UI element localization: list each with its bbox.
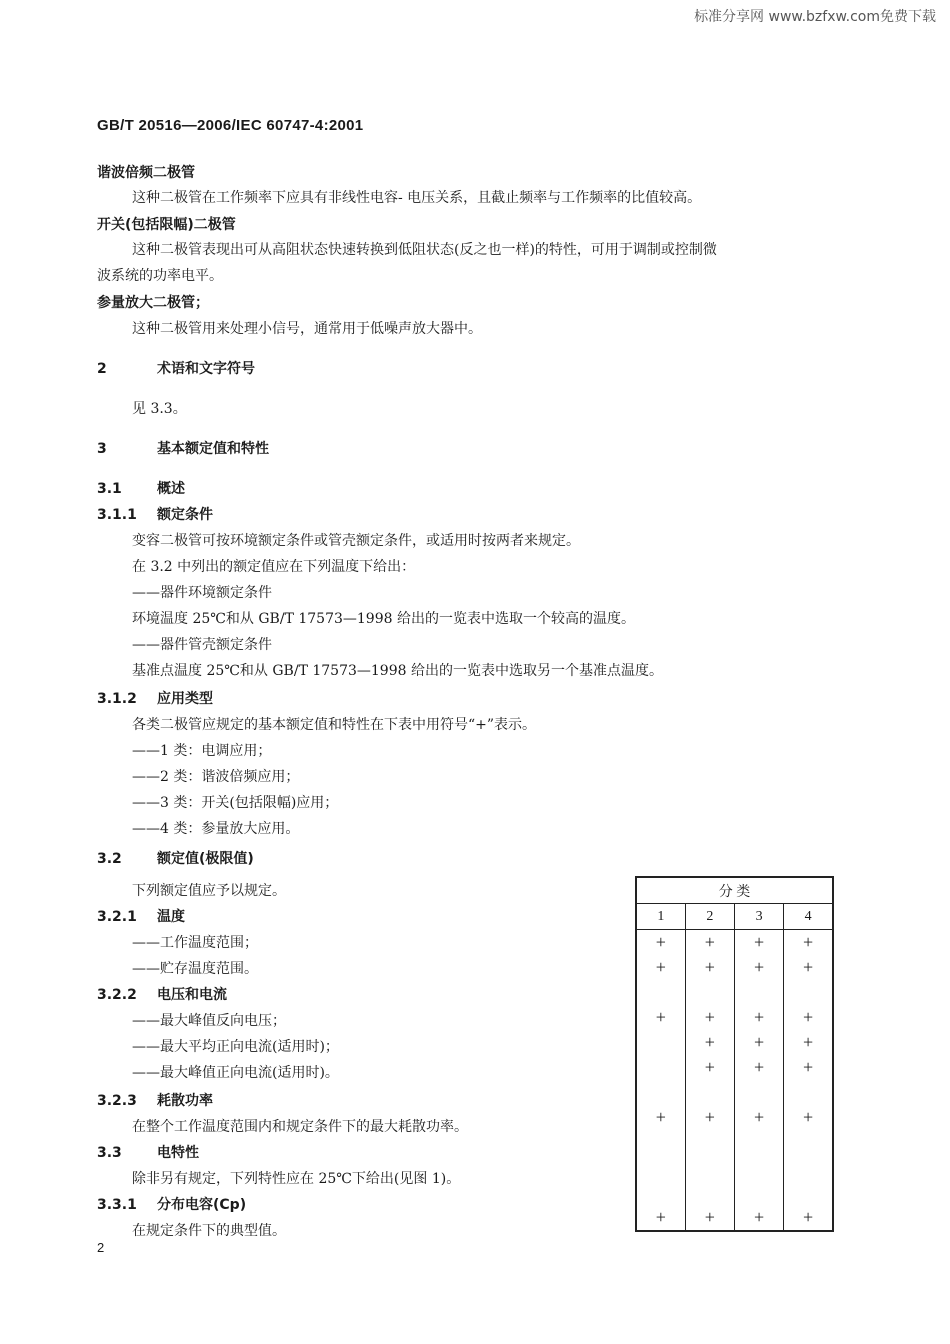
body-text-line: [132, 1010, 286, 1030]
line-text: ——工作温度范围；: [132, 935, 258, 951]
line-text: 概述: [157, 481, 185, 497]
table-cell: [685, 1180, 734, 1205]
body-text-line: [132, 766, 299, 786]
line-text: ——2 类：谐波倍频应用；: [132, 769, 300, 785]
body-text-line: [132, 530, 580, 550]
line-text: 基准点温度 25℃和从 GB/T 17573—1998 给出的一览表中选取另一个基准点温度。: [132, 663, 663, 679]
body-text-line: [132, 608, 635, 628]
table-cell: +: [636, 955, 685, 980]
table-cell: [636, 1155, 685, 1180]
table-cell: +: [784, 1205, 833, 1231]
section-number: 3.3: [97, 1145, 122, 1161]
table-row: [636, 1005, 833, 1030]
section-heading: [97, 358, 255, 378]
body-text-line: [132, 958, 258, 978]
table-cell: +: [735, 1030, 784, 1055]
line-text: 开关(包括限幅)二极管: [97, 217, 236, 233]
body-text-line: [132, 818, 299, 838]
body-text-line: [132, 398, 187, 418]
line-text: ——1 类：电调应用；: [132, 743, 272, 759]
line-text: 额定值(极限值): [157, 851, 254, 867]
table-cell: [735, 1080, 784, 1105]
page-number: 2: [97, 1240, 105, 1255]
table-row: [636, 1080, 833, 1105]
table-row: [636, 1055, 833, 1080]
section-number: 3: [97, 441, 107, 457]
line-text: 术语和文字符号: [157, 361, 255, 377]
line-text: 电压和电流: [157, 987, 227, 1003]
table-cell: +: [784, 955, 833, 980]
table-cell: [636, 980, 685, 1005]
section-number: 2: [97, 361, 107, 377]
table-row: [636, 1205, 833, 1231]
table-cell: [784, 1080, 833, 1105]
table-cell: +: [784, 1055, 833, 1080]
table-cell: +: [735, 930, 784, 956]
body-text-line: [132, 880, 286, 900]
line-text: 额定条件: [157, 507, 213, 523]
line-text: 应用类型: [157, 691, 213, 707]
line-text: 基本额定值和特性: [157, 441, 269, 457]
table-cell: +: [735, 955, 784, 980]
table-title: 分 类: [636, 877, 833, 904]
table-cell: [685, 1155, 734, 1180]
table-cell: [784, 980, 833, 1005]
table-cell: +: [636, 930, 685, 956]
body-text-line: [132, 318, 482, 338]
section-heading: [97, 438, 269, 458]
body-text-line: [132, 239, 717, 259]
table-cell: [636, 1180, 685, 1205]
section-heading: [97, 292, 209, 312]
line-text: 在规定条件下的典型值。: [132, 1223, 286, 1239]
body-text-line: [132, 660, 663, 680]
line-text: 在 3.2 中列出的额定值应在下列温度下给出：: [132, 559, 416, 575]
line-text: 温度: [157, 909, 185, 925]
section-heading: [97, 906, 185, 926]
body-text-line: [132, 1036, 339, 1056]
section-heading: [97, 478, 185, 498]
body-text-line: [132, 932, 258, 952]
table-cell: +: [735, 1055, 784, 1080]
body-text-line: [132, 1168, 460, 1188]
table-cell: +: [784, 930, 833, 956]
line-text: 见 3.3。: [132, 401, 187, 417]
section-heading: [97, 984, 227, 1004]
table-cell: +: [685, 1055, 734, 1080]
table-cell: [735, 980, 784, 1005]
standard-id-header: GB/T 20516—2006/IEC 60747-4:2001: [97, 117, 364, 134]
table-cell: +: [685, 1205, 734, 1231]
body-text-line: [132, 582, 272, 602]
line-text: 除非另有规定，下列特性应在 25℃下给出(见图 1)。: [132, 1171, 461, 1187]
table-cell: +: [685, 1105, 734, 1130]
line-text: 谐波倍频二极管: [97, 165, 195, 181]
line-text: ——器件管壳额定条件: [132, 637, 272, 653]
line-text: 这种二极管在工作频率下应具有非线性电容- 电压关系，且截止频率与工作频率的比值较高。: [132, 190, 702, 206]
table-cell: [636, 1130, 685, 1155]
table-row: [636, 1180, 833, 1205]
table-cell: [735, 1130, 784, 1155]
body-text-line: [132, 1116, 468, 1136]
table-row: [636, 1130, 833, 1155]
table-cell: +: [685, 1030, 734, 1055]
table-cell: [685, 1080, 734, 1105]
table-cell: +: [784, 1105, 833, 1130]
table-cell: +: [735, 1205, 784, 1231]
line-text: ——3 类：开关(包括限幅)应用；: [132, 795, 339, 811]
body-text-line: [132, 792, 338, 812]
section-heading: [97, 504, 213, 524]
section-number: 3.1: [97, 481, 122, 497]
body-text-line: [132, 187, 701, 207]
section-number: 3.2.2: [97, 987, 137, 1003]
body-text-line: [132, 1062, 339, 1082]
table-row: [636, 1105, 833, 1130]
line-text: 耗散功率: [157, 1093, 213, 1109]
body-text-line: [97, 265, 223, 285]
table-cell: +: [685, 1005, 734, 1030]
line-text: ——器件环境额定条件: [132, 585, 272, 601]
line-text: 波系统的功率电平。: [97, 268, 223, 284]
section-number: 3.2.3: [97, 1093, 137, 1109]
line-text: 电特性: [157, 1145, 199, 1161]
section-number: 3.2.1: [97, 909, 137, 925]
watermark: 标准分享网 www.bzfxw.com免费下载: [694, 9, 936, 25]
section-heading: [97, 1090, 213, 1110]
section-number: 3.1.1: [97, 507, 137, 523]
table-row: [636, 955, 833, 980]
section-heading: [97, 214, 236, 234]
table-cell: [784, 1155, 833, 1180]
line-text: 分布电容(Cp): [157, 1197, 247, 1213]
line-text: 参量放大二极管；: [97, 295, 209, 311]
body-text-line: [132, 740, 271, 760]
table-cell: [685, 980, 734, 1005]
line-text: 下列额定值应予以规定。: [132, 883, 286, 899]
table-cell: +: [784, 1030, 833, 1055]
table-cell: [685, 1130, 734, 1155]
body-text-line: [132, 634, 272, 654]
table-cell: +: [735, 1005, 784, 1030]
table-row: [636, 1030, 833, 1055]
body-text-line: [132, 714, 536, 734]
line-text: ——最大峰值正向电流(适用时)。: [132, 1065, 339, 1081]
table-cell: +: [636, 1205, 685, 1231]
body-text-line: [132, 556, 415, 576]
table-cell: +: [685, 930, 734, 956]
table-row: [636, 1155, 833, 1180]
body-text-line: [132, 1220, 286, 1240]
line-text: 各类二极管应规定的基本额定值和特性在下表中用符号“+”表示。: [132, 717, 537, 733]
table-cell: +: [636, 1105, 685, 1130]
table-cell: [735, 1155, 784, 1180]
section-heading: [97, 1142, 199, 1162]
line-text: 环境温度 25℃和从 GB/T 17573—1998 给出的一览表中选取一个较高的温度。: [132, 611, 635, 627]
classification-table: [635, 876, 834, 1232]
section-number: 3.3.1: [97, 1197, 137, 1213]
table-row: [636, 980, 833, 1005]
table-cell: [735, 1180, 784, 1205]
line-text: ——4 类：参量放大应用。: [132, 821, 300, 837]
column-header: 2: [685, 904, 734, 930]
line-text: 在整个工作温度范围内和规定条件下的最大耗散功率。: [132, 1119, 468, 1135]
table-row: [636, 930, 833, 956]
line-text: ——最大平均正向电流(适用时)；: [132, 1039, 339, 1055]
section-number: 3.1.2: [97, 691, 137, 707]
table-cell: [636, 1055, 685, 1080]
column-header: 4: [784, 904, 833, 930]
table-cell: +: [685, 955, 734, 980]
line-text: 变容二极管可按环境额定条件或管壳额定条件，或适用时按两者来规定。: [132, 533, 580, 549]
table-cell: +: [735, 1105, 784, 1130]
section-heading: [97, 1194, 246, 1214]
line-text: 这种二极管用来处理小信号，通常用于低噪声放大器中。: [132, 321, 482, 337]
section-heading: [97, 162, 195, 182]
table-cell: [784, 1130, 833, 1155]
line-text: 这种二极管表现出可从高阻状态快速转换到低阻状态(反之也一样)的特性，可用于调制或控制微: [132, 242, 717, 258]
column-header: 1: [636, 904, 685, 930]
section-heading: [97, 688, 213, 708]
table-cell: [636, 1030, 685, 1055]
table-cell: [784, 1180, 833, 1205]
section-number: 3.2: [97, 851, 122, 867]
table-cell: +: [784, 1005, 833, 1030]
column-header: 3: [735, 904, 784, 930]
line-text: ——最大峰值反向电压；: [132, 1013, 286, 1029]
table-cell: [636, 1080, 685, 1105]
line-text: ——贮存温度范围。: [132, 961, 258, 977]
section-heading: [97, 848, 254, 868]
table-cell: +: [636, 1005, 685, 1030]
